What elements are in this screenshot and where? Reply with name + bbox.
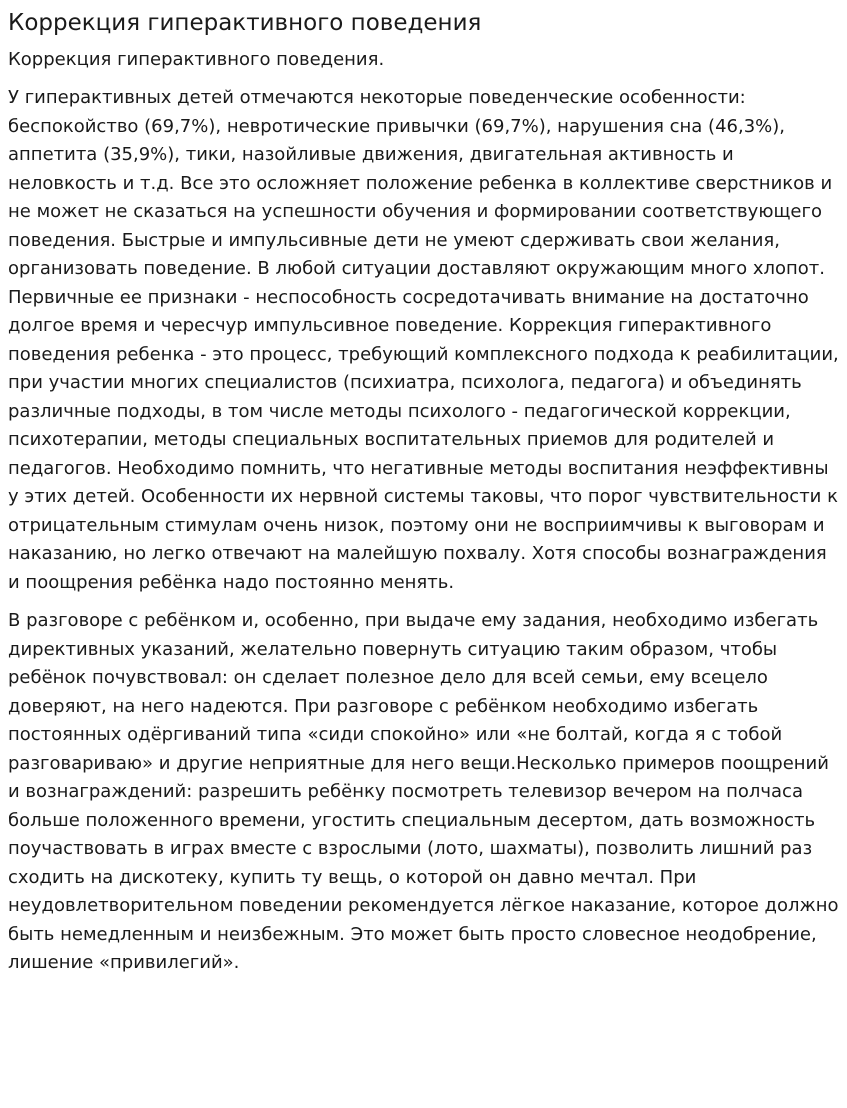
paragraph-communication-and-rewards: В разговоре с ребёнком и, особенно, при выдаче ему задания, необходимо избегать директивных указаний, желательно повернуть ситуацию таким образом, чтобы ребёнок почувствовал: он сделает полезное дело для всей семьи, ему всецело доверяют, на него надеются. При разговоре с ребёнком необходимо избегать постоянных одёргиваний типа «сиди спокойно» или «не болтай, когда я с тобой разговариваю» и другие неприятные для него вещи.Несколько примеров поощрений и вознаграждений: разрешить ребёнку посмотреть телевизор вечером на полчаса больше положенного времени, угостить специальным десертом, дать возможность поучаствовать в играх вместе с взрослыми (лото, шахматы), позволить лишний раз сходить на дискотеку, купить ту вещь, о которой он давно мечтал. При неудовлетворительном поведении рекомендуется лёгкое наказание, которое должно быть немедленным и неизбежным. Это может быть просто словесное неодобрение, лишение «привилегий». <box>8 610 839 973</box>
page-title: Коррекция гиперактивного поведения <box>8 10 482 36</box>
article-subtitle: Коррекция гиперактивного поведения. <box>8 49 385 70</box>
paragraph-symptoms-and-correction: У гиперактивных детей отмечаются некоторые поведенческие особенности: беспокойство (69,7%), невротические привычки (69,7%), нарушения сна (46,3%), аппетита (35,9%), тики, назойливые движения, двигательная активность и неловкость и т.д. Все это осложняет положение ребенка в коллективе сверстников и не может не сказаться на успешности обучения и формировании соответствующего поведения. Быстрые и импульсивные дети не умеют сдерживать свои желания, организовать поведение. В любой ситуации доставляют окружающим много хлопот. Первичные ее признаки - неспособность сосредотачивать внимание на достаточно долгое время и чересчур импульсивное поведение. Коррекция гиперактивного поведения ребенка - это процесс, требующий комплексного подхода к реабилитации, при участии многих специалистов (психиатра, психолога, педагога) и объединять различные подходы, в том числе методы психолого - педагогической коррекции, психотерапии, методы специальных воспитательных приемов для родителей и педагогов. Необходимо помнить, что негативные методы воспитания неэффективны у этих детей. Особенности их нервной системы таковы, что порог чувствительности к отрицательным стимулам очень низок, поэтому они не восприимчивы к выговорам и наказанию, но легко отвечают на малейшую похвалу. Хотя способы вознаграждения и поощрения ребёнка надо постоянно менять. <box>8 87 839 593</box>
